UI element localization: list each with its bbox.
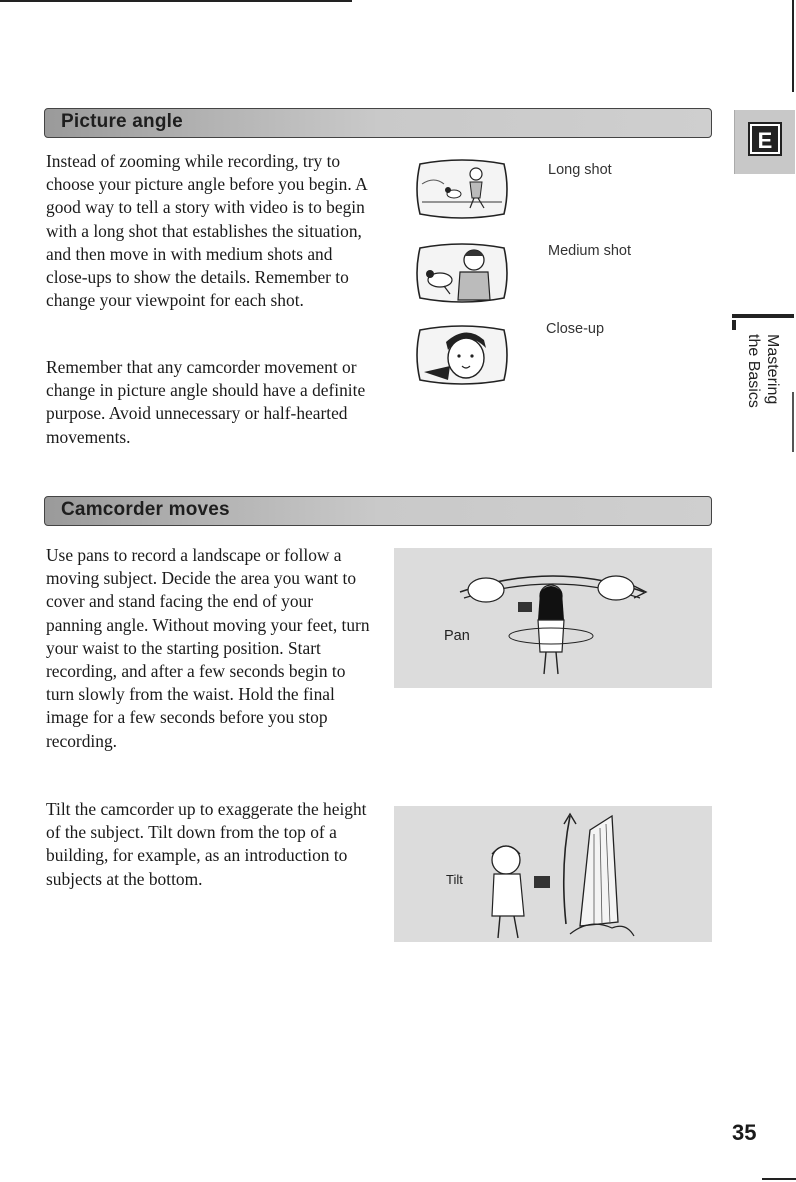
camcorder-moves-paragraph-2: Tilt the camcorder up to exaggerate the height of the subject. Tilt down from the top of a building, for example, as an introduction to subjects at the bottom. <box>46 799 367 889</box>
chapter-marker <box>732 320 736 330</box>
medium-shot-illustration <box>414 240 510 306</box>
pan-label: Pan <box>444 628 470 644</box>
page-number: 35 <box>732 1120 757 1145</box>
picture-angle-title: Picture angle <box>61 111 183 132</box>
picture-angle-paragraph-2: Remember that any camcorder movement or change in picture angle should have a definite purpose. Avoid unnecessary or half-hearted movements. <box>46 357 366 447</box>
tilt-label: Tilt <box>446 872 463 887</box>
pan-illustration <box>394 548 712 688</box>
camcorder-moves-heading-bar <box>44 496 712 526</box>
language-badge: E <box>750 124 780 154</box>
bottom-rule <box>762 1178 796 1180</box>
chapter-label: Mastering the Basics <box>745 334 781 408</box>
pan-drawing <box>394 548 712 688</box>
camcorder-moves-paragraph-1: Use pans to record a landscape or follow a moving subject. Decide the area you want to cover and stand facing the end of your panning angle. Without moving your feet, turn your waist to the starting position. Start recording, and after a few seconds begin to turn slowly from the waist. Hold the final image for a few seconds before you stop recording. <box>46 545 370 751</box>
long-shot-illustration <box>414 156 510 222</box>
picture-angle-paragraph-1: Instead of zooming while recording, try to choose your picture angle before you begin. A good way to tell a story with video is to begin with a long shot that establishes the situation, and then move in with medium shots and close-ups to show the details. Remember to change your viewpoint for each shot. <box>46 151 367 311</box>
right-edge-rule <box>792 0 794 92</box>
close-up-illustration <box>414 322 510 388</box>
side-edge-rule <box>792 392 794 452</box>
chapter-rule <box>732 314 794 318</box>
language-tab <box>734 110 795 174</box>
camcorder-moves-title: Camcorder moves <box>61 499 230 520</box>
picture-angle-heading-bar <box>44 108 712 138</box>
long-shot-caption: Long shot <box>548 162 612 178</box>
tilt-illustration <box>394 806 712 942</box>
tilt-drawing <box>394 806 712 942</box>
top-rule <box>0 0 352 2</box>
close-up-caption: Close-up <box>546 321 605 337</box>
medium-shot-caption: Medium shot <box>548 243 632 259</box>
chapter-side-tab <box>730 314 796 414</box>
